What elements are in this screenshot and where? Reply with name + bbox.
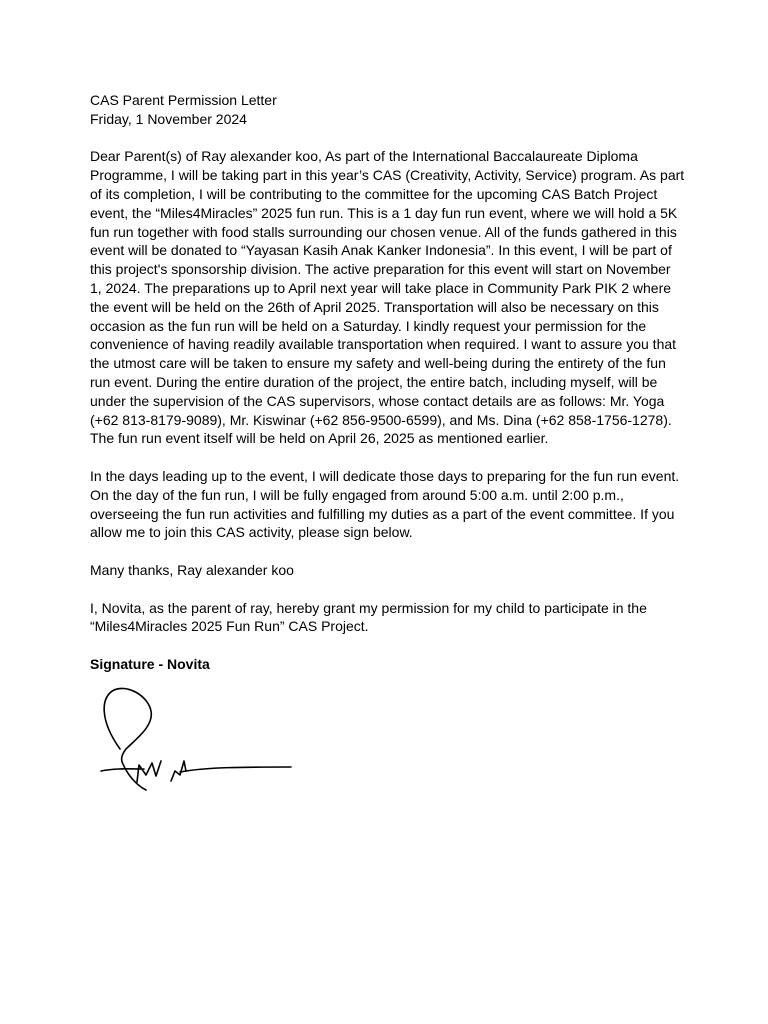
paragraph-line: event, the “Miles4Miracles” 2025 fun run. This is a 1 day fun run event, where we will hold a 5K [90, 204, 678, 221]
paragraph-line: In the days leading up to the event, I will dedicate those days to preparing for the fun run event. [90, 467, 680, 484]
handwritten-signature [96, 683, 300, 801]
paragraph-line: run event. During the entire duration of the project, the entire batch, including myself, will be [90, 373, 658, 390]
paragraph-line: The fun run event itself will be held on April 26, 2025 as mentioned earlier. [90, 430, 549, 447]
signature-heading: Signature - Novita [90, 655, 210, 672]
paragraph-line: allow me to join this CAS activity, please sign below. [90, 524, 413, 541]
paragraph-line: the event will be held on the 26th of April 2025. Transportation will also be necessary on this [90, 298, 659, 315]
paragraph-line: fun run together with food stalls surrounding our chosen venue. All of the funds gathered in this [90, 223, 677, 240]
paragraph-line: this project's sponsorship division. The active preparation for this event will start on November [90, 261, 671, 278]
body-paragraph-1 [90, 147, 690, 448]
paragraph-line: “Miles4Miracles 2025 Fun Run” CAS Project. [90, 618, 369, 635]
parent-statement [90, 599, 690, 637]
paragraph-line: 1, 2024. The preparations up to April next year will take place in Community Park PIK 2 where [90, 279, 672, 296]
closing-line: Many thanks, Ray alexander koo [90, 561, 294, 578]
paragraph-line: Dear Parent(s) of Ray alexander koo, As part of the International Baccalaureate Diploma [90, 148, 638, 165]
paragraph-line: (+62 813-8179-9089), Mr. Kiswinar (+62 856-9500-6599), and Ms. Dina (+62 858-1756-1278). [90, 411, 672, 428]
letter-body [90, 91, 690, 674]
paragraph-line: overseeing the fun run activities and fulfilling my duties as a part of the event committee. If you [90, 505, 675, 522]
paragraph-line: On the day of the fun run, I will be fully engaged from around 5:00 a.m. until 2:00 p.m., [90, 486, 624, 503]
paragraph-line: occasion as the fun run will be held on a Saturday. I kindly request your permission for the [90, 317, 647, 334]
paragraph-line: event will be donated to “Yayasan Kasih Anak Kanker Indonesia”. In this event, I will be part of [90, 242, 672, 259]
paragraph-line: of its completion, I will be contributing to the committee for the upcoming CAS Batch Project [90, 185, 658, 202]
paragraph-line: I, Novita, as the parent of ray, hereby grant my permission for my child to participate in the [90, 599, 647, 616]
letter-title: CAS Parent Permission Letter [90, 92, 277, 108]
paragraph-line: the utmost care will be taken to ensure my safety and well-being during the entirety of the fun [90, 355, 666, 372]
paragraph-line: convenience of having readily available transportation when required. I want to assure you that [90, 336, 677, 353]
letter-date: Friday, 1 November 2024 [90, 110, 247, 127]
body-paragraph-2 [90, 467, 690, 542]
paragraph-line: Programme, I will be taking part in this year’s CAS (Creativity, Activity, Service) program. As part [90, 167, 685, 184]
paragraph-line: under the supervision of the CAS supervisors, whose contact details are as follows: Mr. Yoga [90, 392, 665, 409]
